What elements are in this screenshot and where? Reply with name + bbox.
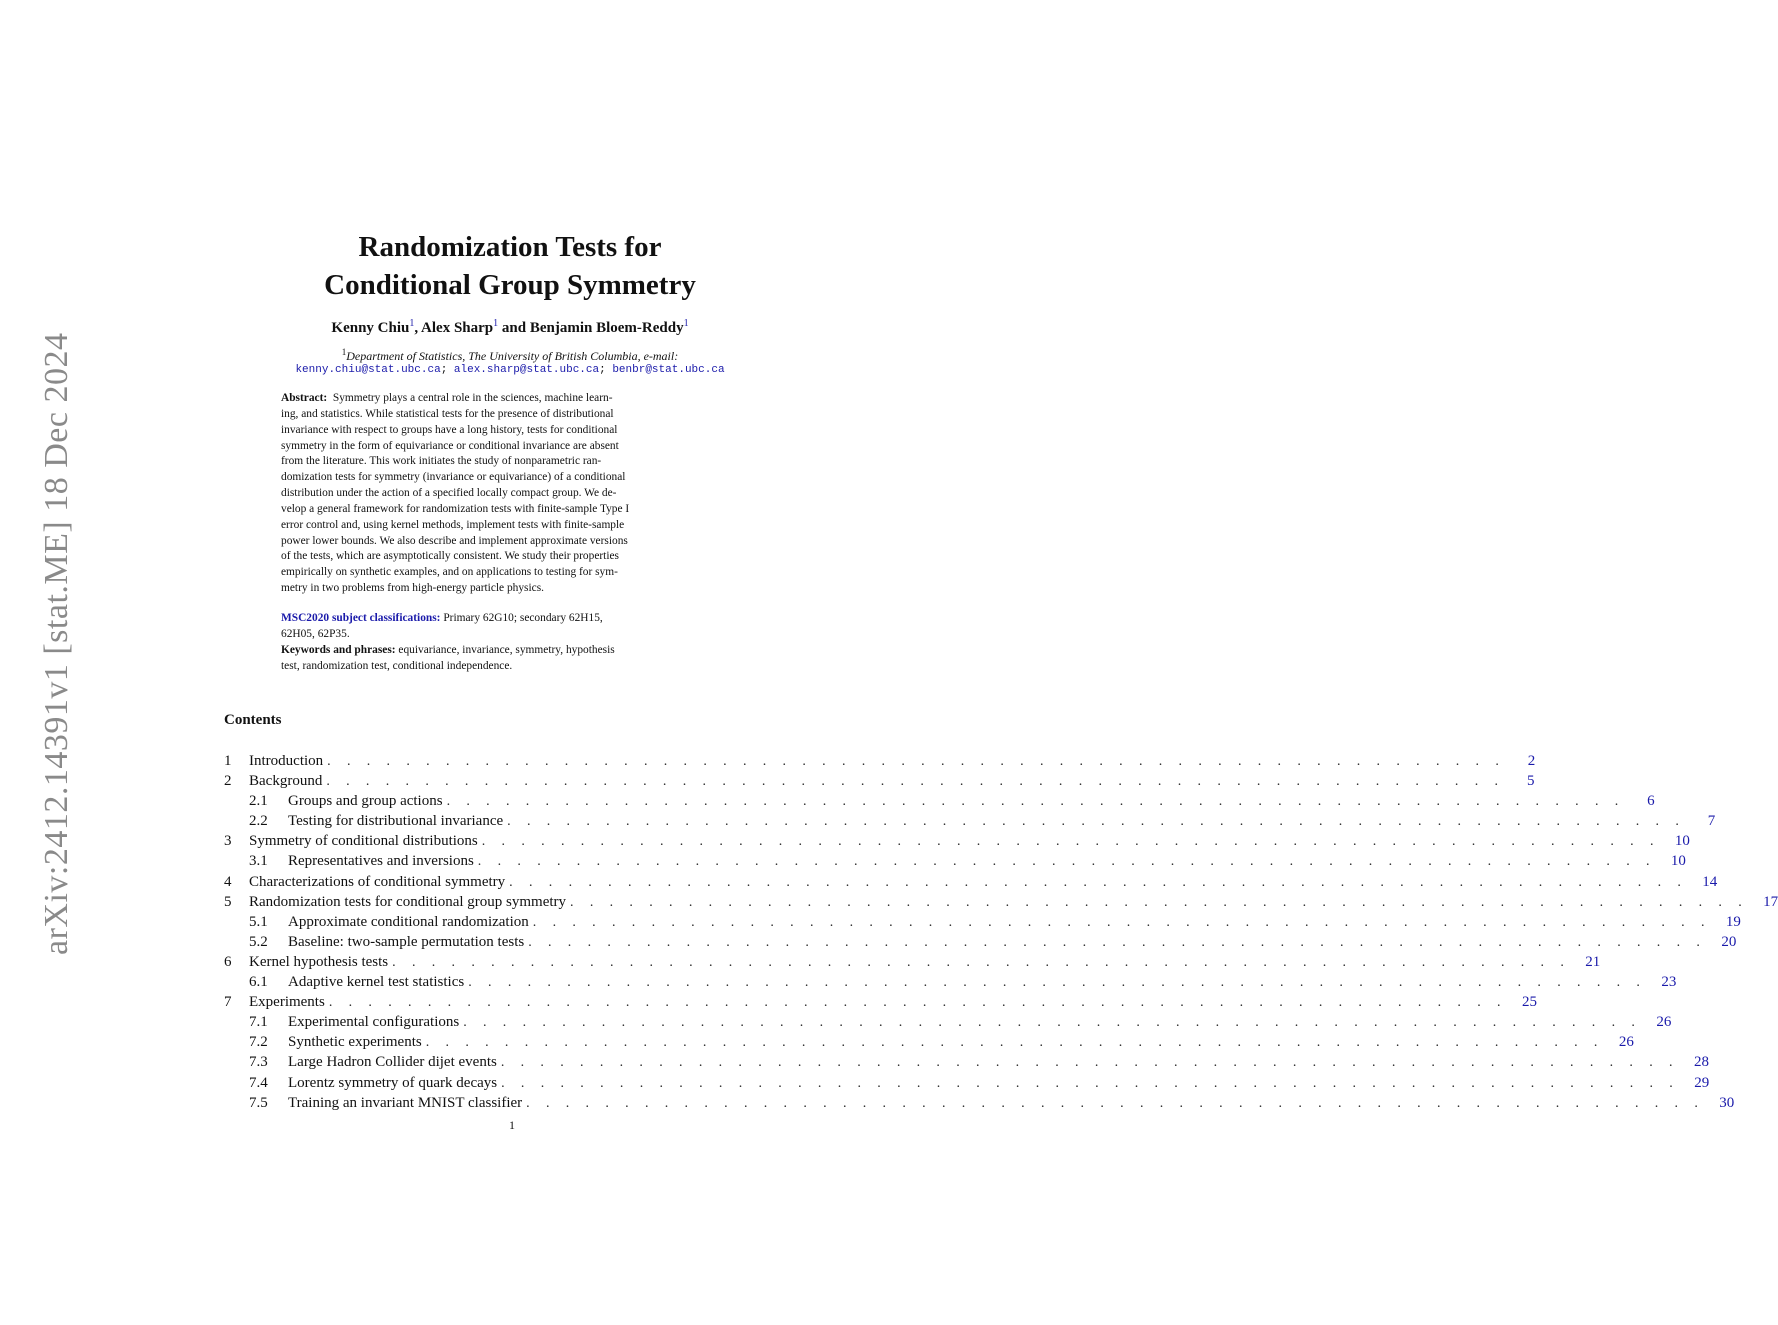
arxiv-stamp[interactable]: arXiv:2412.14391v1 [stat.ME] 18 Dec 2024 xyxy=(38,332,75,955)
toc-leader-dots: . . . . . . . . . . . . . . . . . . . . . . . . . . . . . . . . . . . . . . . . . . . . . . . . . . . . . . . . . . . . xyxy=(532,914,1711,930)
affiliation-mark: 1 xyxy=(341,347,347,357)
toc-entry-number: 3 xyxy=(224,833,232,850)
toc-page-link[interactable]: 30 xyxy=(1719,1094,1735,1111)
abstract-line: error control and, using kernel methods, implement tests with finite-sample xyxy=(281,518,625,531)
toc-entry-title[interactable]: Groups and group actions xyxy=(288,793,443,810)
toc-entry[interactable] xyxy=(224,1032,1634,1052)
toc-entry[interactable] xyxy=(224,1073,1710,1093)
author-separator: , xyxy=(414,320,422,336)
toc-leader-dots: . . . . . . . . . . . . . . . . . . . . . . . . . . . . . . . . . . . . . . . . . . . . . . . . . . . . . . . . . . . . xyxy=(477,854,1656,870)
toc-leader-dots: . . . . . . . . . . . . . . . . . . . . . . . . . . . . . . . . . . . . . . . . . . . . . . . . . . . . . . . . . . . . xyxy=(500,1055,1679,1071)
toc-leader-dots: . . . . . . . . . . . . . . . . . . . . . . . . . . . . . . . . . . . . . . . . . . . . . . . . . . . . . . . . . . . . xyxy=(570,894,1749,910)
title-line-2: Conditional Group Symmetry xyxy=(324,269,696,301)
author-name: Kenny Chiu xyxy=(331,320,410,336)
email-link[interactable]: alex.sharp@stat.ubc.ca xyxy=(453,364,600,376)
abstract-line: invariance with respect to groups have a long history, tests for conditional xyxy=(281,423,618,436)
toc-entry-title[interactable]: Representatives and inversions xyxy=(288,853,474,870)
toc-entry[interactable] xyxy=(224,771,1535,791)
toc-page-link[interactable]: 19 xyxy=(1725,913,1741,930)
toc-entry-title[interactable]: Characterizations of conditional symmetry xyxy=(249,873,506,890)
toc-entry[interactable] xyxy=(224,872,1718,892)
abstract-line: Abstract: Symmetry plays a central role in the sciences, machine learn- xyxy=(281,392,613,404)
author-affil-mark[interactable]: 1 xyxy=(683,318,689,329)
author-name: Alex Sharp xyxy=(421,320,494,336)
toc-entry-number: 4 xyxy=(224,873,232,890)
affiliation xyxy=(200,347,820,364)
msc-text: Primary 62G10; secondary 62H15, xyxy=(443,612,603,624)
toc-entry-title[interactable]: Background xyxy=(249,773,323,790)
toc-leader-dots: . . . . . . . . . . . . . . . . . . . . . . . . . . . . . . . . . . . . . . . . . . . . . . . . . . . . . . . . . . . . xyxy=(425,1035,1604,1051)
toc-entry[interactable] xyxy=(224,892,1778,912)
toc-entry-number: 7.5 xyxy=(249,1094,268,1111)
toc-page-link[interactable]: 29 xyxy=(1694,1074,1710,1091)
abstract-line: domization tests for symmetry (invariance or equivariance) of a conditional xyxy=(281,471,626,484)
affiliation-text: Department of Statistics, The University of British Columbia, e-mail: xyxy=(346,349,679,363)
keywords-text: test, randomization test, conditional independence. xyxy=(281,659,513,672)
msc-link[interactable]: MSC2020 subject classifications: xyxy=(281,612,441,624)
msc-classifications xyxy=(281,611,742,643)
toc-entry[interactable] xyxy=(224,851,1686,871)
abstract-line: symmetry in the form of equivariance or conditional invariance are absent xyxy=(281,439,619,452)
abstract-line: from the literature. This work initiates the study of nonparametric ran- xyxy=(281,455,602,468)
toc-entry-number: 2.2 xyxy=(249,813,268,830)
toc-leader-dots: . . . . . . . . . . . . . . . . . . . . . . . . . . . . . . . . . . . . . . . . . . . . . . . . . . . . . . . . . . . . xyxy=(327,754,1506,769)
toc-leader-dots: . . . . . . . . . . . . . . . . . . . . . . . . . . . . . . . . . . . . . . . . . . . . . . . . . . . . . . . . . . . . xyxy=(507,814,1686,830)
author-list xyxy=(200,318,820,337)
toc-page-link[interactable]: 14 xyxy=(1702,873,1718,890)
toc-entry-title[interactable]: Experiments xyxy=(249,994,325,1011)
toc-entry-number: 5 xyxy=(224,893,232,910)
toc-entry[interactable] xyxy=(224,1052,1709,1072)
toc-entry[interactable] xyxy=(224,831,1690,851)
toc-page-link[interactable]: 10 xyxy=(1670,853,1686,870)
author-affil-mark[interactable]: 1 xyxy=(493,318,499,329)
toc-leader-dots: . . . . . . . . . . . . . . . . . . . . . . . . . . . . . . . . . . . . . . . . . . . . . . . . . . . . . . . . . . . . xyxy=(446,794,1625,810)
toc-entry-title[interactable]: Approximate conditional randomization xyxy=(288,913,529,930)
toc-entry-title[interactable]: Training an invariant MNIST classifier xyxy=(288,1094,523,1111)
toc-page-link[interactable]: 20 xyxy=(1721,933,1737,950)
title-line-1: Randomization Tests for xyxy=(358,231,662,263)
toc-entry-title[interactable]: Baseline: two-sample permutation tests xyxy=(288,933,525,950)
toc-page-link[interactable]: 21 xyxy=(1585,953,1601,970)
toc-entry[interactable] xyxy=(224,751,1536,771)
toc-entry-title[interactable]: Experimental configurations xyxy=(288,1014,460,1031)
author-name: Benjamin Bloem-Reddy xyxy=(529,320,684,336)
abstract-line: power lower bounds. We also describe and implement approximate versions xyxy=(281,534,628,547)
toc-entry[interactable] xyxy=(224,992,1537,1012)
toc-page-link[interactable]: 10 xyxy=(1674,833,1690,850)
toc-entry-number: 2 xyxy=(224,773,232,790)
toc-entry[interactable] xyxy=(224,1093,1735,1113)
toc-page-link[interactable]: 26 xyxy=(1656,1014,1672,1031)
toc-entry[interactable] xyxy=(224,791,1655,811)
toc-page-link[interactable]: 7 xyxy=(1707,813,1716,830)
toc-leader-dots: . . . . . . . . . . . . . . . . . . . . . . . . . . . . . . . . . . . . . . . . . . . . . . . . . . . . . . . . . . . . xyxy=(501,1075,1680,1091)
toc-entry-number: 7.4 xyxy=(249,1074,268,1091)
email-list: kenny.chiu@stat.ubc.ca; alex.sharp@stat.ubc.ca; benbr@stat.ubc.ca xyxy=(295,364,725,376)
author-separator: and xyxy=(498,320,530,336)
toc-entry-number: 2.1 xyxy=(249,793,268,810)
toc-leader-dots: . . . . . . . . . . . . . . . . . . . . . . . . . . . . . . . . . . . . . . . . . . . . . . . . . . . . . . . . . . . . xyxy=(392,954,1571,970)
email-link[interactable]: benbr@stat.ubc.ca xyxy=(612,364,725,376)
toc-page-link[interactable]: 28 xyxy=(1693,1054,1709,1071)
abstract-line: of the tests, which are asymptotically consistent. We study their properties xyxy=(281,550,619,563)
toc-entry-number: 5.1 xyxy=(249,913,268,930)
abstract-line: metry in two problems from high-energy particle physics. xyxy=(281,582,544,595)
email-link[interactable]: kenny.chiu@stat.ubc.ca xyxy=(295,364,441,376)
author-affil-mark[interactable]: 1 xyxy=(409,318,415,329)
toc-entry-number: 6 xyxy=(224,953,232,970)
toc-entry-title[interactable]: Introduction xyxy=(249,753,324,769)
toc-entry-number: 7.2 xyxy=(249,1034,268,1051)
toc-entry-title[interactable]: Adaptive kernel test statistics xyxy=(288,974,465,991)
toc-entry-number: 1 xyxy=(224,753,232,769)
toc-entry[interactable] xyxy=(224,811,1716,831)
toc-entry[interactable] xyxy=(224,912,1741,932)
keywords-text: equivariance, invariance, symmetry, hypothesis xyxy=(398,644,615,656)
toc-page-link[interactable]: 6 xyxy=(1647,793,1655,810)
toc-entry-number: 6.1 xyxy=(249,974,268,991)
toc-entry-title[interactable]: Randomization tests for conditional group symmetry xyxy=(249,893,567,910)
toc-page-link[interactable]: 23 xyxy=(1661,974,1677,991)
toc-leader-dots: . . . . . . . . . . . . . . . . . . . . . . . . . . . . . . . . . . . . . . . . . . . . . . . . . . . . . . . . . . . . xyxy=(463,1015,1642,1031)
toc-leader-dots: . . . . . . . . . . . . . . . . . . . . . . . . . . . . . . . . . . . . . . . . . . . . . . . . . . . . . . . . . . . . xyxy=(481,834,1660,850)
keywords xyxy=(281,643,742,675)
toc-entry-title[interactable]: Large Hadron Collider dijet events xyxy=(288,1054,497,1071)
abstract-line: velop a general framework for randomization tests with finite-sample Type I xyxy=(281,502,630,515)
abstract-line: empirically on synthetic examples, and on applications to testing for sym- xyxy=(281,566,618,579)
toc-entry[interactable] xyxy=(224,972,1677,992)
toc-entry-number: 7.3 xyxy=(249,1054,268,1071)
toc-entry-title[interactable]: Testing for distributional invariance xyxy=(288,813,504,830)
toc-page-link[interactable]: 17 xyxy=(1763,893,1778,910)
toc-leader-dots: . . . . . . . . . . . . . . . . . . . . . . . . . . . . . . . . . . . . . . . . . . . . . . . . . . . . . . . . . . . . xyxy=(526,1095,1705,1111)
abstract-line: distribution under the action of a specified locally compact group. We de- xyxy=(281,487,617,500)
toc-page-link[interactable]: 2 xyxy=(1527,753,1536,769)
toc-entry-title[interactable]: Lorentz symmetry of quark decays xyxy=(288,1074,498,1091)
toc-entry-number: 7 xyxy=(224,994,232,1011)
toc-page-link[interactable]: 25 xyxy=(1521,994,1537,1011)
toc-entry-number: 5.2 xyxy=(249,933,268,950)
toc-entry-title[interactable]: Kernel hypothesis tests xyxy=(249,953,389,970)
toc-leader-dots: . . . . . . . . . . . . . . . . . . . . . . . . . . . . . . . . . . . . . . . . . . . . . . . . . . . . . . . . . . . . xyxy=(328,995,1507,1011)
toc-entry-number: 7.1 xyxy=(249,1014,268,1031)
msc-text: 62H05, 62P35. xyxy=(281,627,350,640)
toc-leader-dots: . . . . . . . . . . . . . . . . . . . . . . . . . . . . . . . . . . . . . . . . . . . . . . . . . . . . . . . . . . . . xyxy=(528,934,1707,950)
paper-title xyxy=(200,228,820,304)
keywords-label: Keywords and phrases: xyxy=(281,644,396,656)
contents-heading: Contents xyxy=(224,712,282,728)
toc-leader-dots: . . . . . . . . . . . . . . . . . . . . . . . . . . . . . . . . . . . . . . . . . . . . . . . . . . . . . . . . . . . . xyxy=(468,975,1647,991)
toc-entry-title[interactable]: Symmetry of conditional distributions xyxy=(249,833,478,850)
toc-page-link[interactable]: 5 xyxy=(1526,773,1535,790)
abstract xyxy=(281,391,742,597)
toc-entry[interactable] xyxy=(224,952,1601,972)
abstract-label: Abstract: xyxy=(281,392,328,404)
toc-entry[interactable] xyxy=(224,1012,1672,1032)
toc-leader-dots: . . . . . . . . . . . . . . . . . . . . . . . . . . . . . . . . . . . . . . . . . . . . . . . . . . . . . . . . . . . . xyxy=(509,874,1688,890)
toc-entry[interactable] xyxy=(224,932,1737,952)
abstract-line: ing, and statistics. While statistical tests for the presence of distributional xyxy=(281,407,614,420)
page-number: 1 xyxy=(509,1118,515,1132)
toc-page-link[interactable]: 26 xyxy=(1618,1034,1634,1051)
table-of-contents xyxy=(224,751,1778,1113)
toc-leader-dots: . . . . . . . . . . . . . . . . . . . . . . . . . . . . . . . . . . . . . . . . . . . . . . . . . . . . . . . . . . . . xyxy=(326,774,1505,790)
toc-entry-title[interactable]: Synthetic experiments xyxy=(288,1034,422,1051)
toc-entry-number: 3.1 xyxy=(249,853,268,870)
